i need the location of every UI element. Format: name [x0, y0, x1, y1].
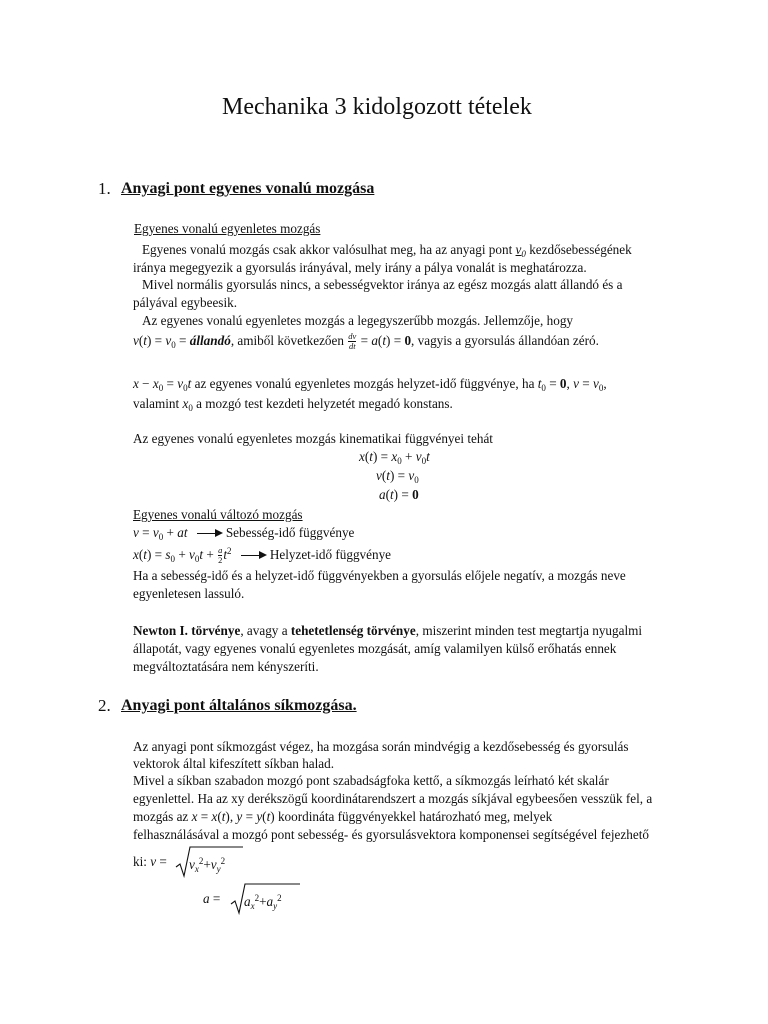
paragraph-line: Ha a sebesség-idő és a helyzet-idő függvényekben a gyorsulás előjele negatív, a mozgás neve	[133, 568, 626, 583]
section-1-heading: Anyagi pont egyenes vonalú mozgása	[121, 180, 375, 197]
newton-line-1: Newton I. törvénye, avagy a tehetetlenség törvénye, miszerint minden test megtartja nyugalmi	[133, 623, 643, 638]
newton-line-3: megváltoztatására nem kényszeríti.	[133, 659, 319, 674]
paragraph-line: egyenlettel. Ha az xy derékszögű koordinátarendszert a mozgás síkjával egybeesően vesszük fel, a	[133, 791, 653, 806]
paragraph-line: Az anyagi pont síkmozgást végez, ha mozgása során mindvégig a kezdősebesség és gyorsulás	[133, 739, 629, 754]
subheading-uniform-motion: Egyenes vonalú egyenletes mozgás	[134, 221, 321, 236]
formula-velocity: $v(t) = v_0$	[376, 468, 419, 485]
paragraph-line: felhasználásával a mozgó pont sebesség- és gyorsulásvektora komponensei segítségével fejezhető	[133, 827, 649, 842]
paragraph-line: pályával egybeesik.	[133, 295, 237, 310]
paragraph-line: mozgás az x = x(t), y = y(t) koordináta függvényekkel határozható meg, melyek	[133, 809, 553, 824]
formula-position-time: $x(t) = s_0 + v_0t$ + $\frac{a}{2}$ $t^2$ Helyzet-idő függvénye	[133, 545, 392, 566]
paragraph-line: iránya megegyezik a gyorsulás irányával, mely irány a pálya vonalát is meghatározza.	[133, 260, 587, 275]
paragraph-line: $x - x_0 = v_0t$ az egyenes vonalú egyenletes mozgás helyzet-idő függvénye, ha $t_0 = 0$, $v = v_0$,	[133, 376, 607, 393]
section-2-heading: Anyagi pont általános síkmozgása.	[121, 697, 357, 714]
paragraph-line: Mivel a síkban szabadon mozgó pont szabadságfoka kettő, a síkmozgás leírható két skalár	[133, 773, 609, 788]
paragraph-line: $v(t) = v_0$ = állandó, amiből következően $\frac{dv}{dt}$ = a(t) = 0, vagyis a gyorsulás állandóan zéró.	[133, 331, 599, 352]
paragraph-line: valamint $x_0$ a mozgó test kezdeti helyzetét megadó konstans.	[133, 396, 453, 413]
arrow-icon	[197, 529, 223, 539]
formula-speed-magnitude: ki: v =	[133, 854, 167, 869]
formula-acceleration: a(t) = 0	[379, 487, 419, 502]
page-title: Mechanika 3 kidolgozott tételek	[222, 94, 532, 120]
paragraph-line: Mivel normális gyorsulás nincs, a sebességvektor iránya az egész mozgás alatt állandó és a	[142, 277, 623, 292]
paragraph-line: Egyenes vonalú mozgás csak akkor valósulhat meg, ha az anyagi pont $v_0$ kezdősebességének	[142, 242, 632, 259]
formula-position: $x(t) = x_0 + v_0t$	[359, 449, 430, 466]
subheading-variable-motion: Egyenes vonalú változó mozgás	[133, 507, 303, 522]
formula-velocity-time: $v = v_0$ + at Sebesség-idő függvénye	[133, 525, 355, 542]
formula-accel-radicand: $a_x^2+a_y^2$	[244, 893, 282, 911]
section-1-number: 1.	[98, 179, 111, 198]
paragraph-line: Az egyenes vonalú egyenletes mozgás kinematikai függvényei tehát	[133, 431, 493, 446]
formula-accel-magnitude: a =	[203, 891, 221, 906]
paragraph-line: vektorok által kifeszített síkban halad.	[133, 756, 335, 771]
newton-line-2: állapotát, vagy egyenes vonalú egyenletes mozgását, amíg valamilyen külső erőhatás ennek	[133, 641, 617, 656]
paragraph-line: egyenletesen lassuló.	[133, 586, 245, 601]
formula-speed-radicand: $v_x^2+v_y^2$	[189, 856, 226, 874]
arrow-icon	[241, 551, 267, 561]
paragraph-line: Az egyenes vonalú egyenletes mozgás a legegyszerűbb mozgás. Jellemzője, hogy	[142, 313, 574, 328]
section-2-number: 2.	[98, 696, 111, 715]
